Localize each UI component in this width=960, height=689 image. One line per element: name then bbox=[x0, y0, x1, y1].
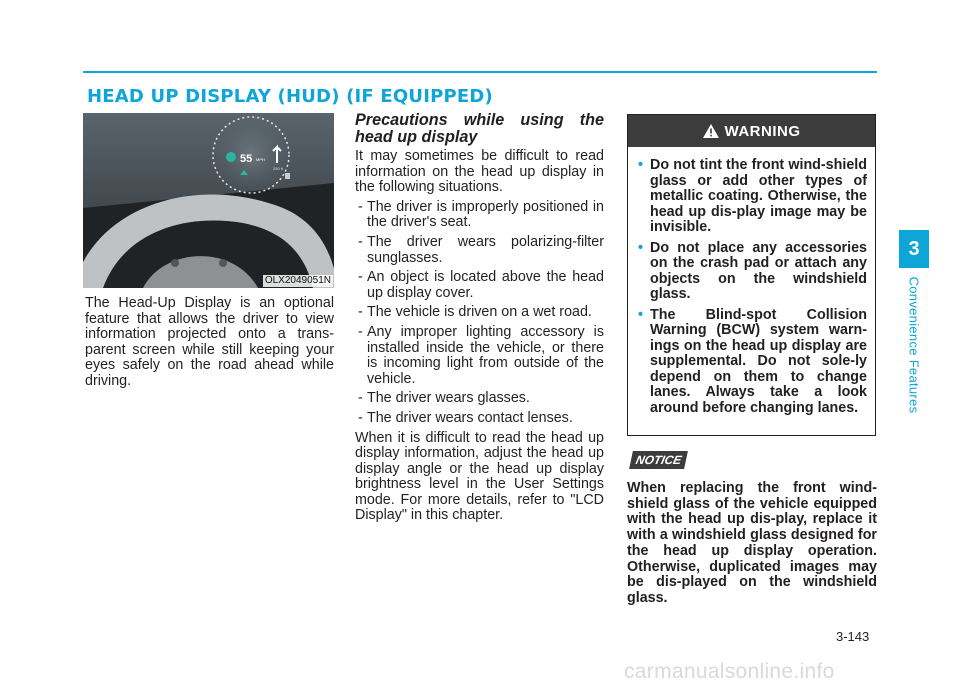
list-item: - The driver wears contact lenses. bbox=[355, 411, 604, 427]
list-item: - The driver wears glasses. bbox=[355, 391, 604, 407]
hud-fuel-icon bbox=[285, 173, 290, 179]
chapter-label: Convenience Features bbox=[906, 276, 922, 414]
notice-badge: NOTICE bbox=[629, 451, 688, 469]
wheel-button-icon bbox=[219, 259, 227, 267]
warning-box bbox=[627, 114, 876, 436]
chapter-tab: 3 bbox=[899, 230, 929, 268]
list-item: - The vehicle is driven on a wet road. bbox=[355, 305, 604, 321]
section-title: HEAD UP DISPLAY (HUD) (IF EQUIPPED) bbox=[87, 86, 493, 107]
hud-nav-distance: 250 ft bbox=[273, 166, 284, 171]
hud-illustration bbox=[83, 113, 334, 288]
top-rule bbox=[83, 71, 877, 73]
list-item: • Do not place any accessories on the crash pad or attach any objects on the windshield glass. bbox=[638, 241, 867, 303]
list-item: • The Blind-spot Collision Warning (BCW) system warn-ings on the head up display are supplemental. Do not sole-ly depend on them to change lanes. Always take a look around before changing lanes. bbox=[638, 308, 867, 417]
list-item: - The driver is improperly positioned in the driver's seat. bbox=[355, 200, 604, 231]
hud-speed-readout: 55 bbox=[240, 153, 253, 165]
watermark: carmanualsonline.info bbox=[624, 660, 835, 683]
hud-speed-unit: MPH bbox=[256, 157, 265, 162]
list-item: • Do not tint the front wind-shield glass or add other types of metallic coating. Otherwise, the head up dis-play image may be invisible. bbox=[638, 158, 867, 236]
figure-code: OLX2049051N bbox=[264, 275, 331, 286]
warning-header bbox=[628, 115, 875, 147]
warning-title: WARNING bbox=[724, 122, 801, 140]
precautions-column bbox=[355, 112, 604, 524]
hud-photo bbox=[83, 113, 334, 288]
intro-paragraph: The Head-Up Display is an optional feature that allows the driver to view information projected onto a trans-parent screen while still keeping your eyes safely on the road ahead while driving. bbox=[85, 295, 334, 389]
wheel-button-icon bbox=[171, 259, 179, 267]
list-item: - The driver wears polarizing-filter sunglasses. bbox=[355, 235, 604, 266]
warning-triangle-icon bbox=[703, 124, 719, 138]
notice-text: When replacing the front wind-shield glass of the vehicle equipped with the head up dis-play, replace it with a windshield glass designed for the head up display operation. Otherwise, duplicated images may be dis-played on the windshield glass. bbox=[627, 480, 877, 606]
page-number: 3-143 bbox=[836, 629, 870, 644]
list-item: - An object is located above the head up display cover. bbox=[355, 270, 604, 301]
precautions-intro: It may sometimes be difficult to read information on the head up display in the following situations. bbox=[355, 148, 604, 196]
precautions-title: Precautions while using the head up display bbox=[355, 111, 604, 146]
hud-speed-limit-icon bbox=[226, 152, 236, 162]
list-item: - Any improper lighting accessory is installed inside the vehicle, or there is incoming light from outside of the vehicle. bbox=[355, 325, 604, 387]
warning-list bbox=[628, 147, 875, 416]
precautions-list bbox=[355, 200, 604, 427]
precautions-outro: When it is difficult to read the head up display information, adjust the head up display angle or the head up display brightness level in the User Settings mode. For more details, refer to "LCD Display" in this chapter. bbox=[355, 429, 604, 524]
